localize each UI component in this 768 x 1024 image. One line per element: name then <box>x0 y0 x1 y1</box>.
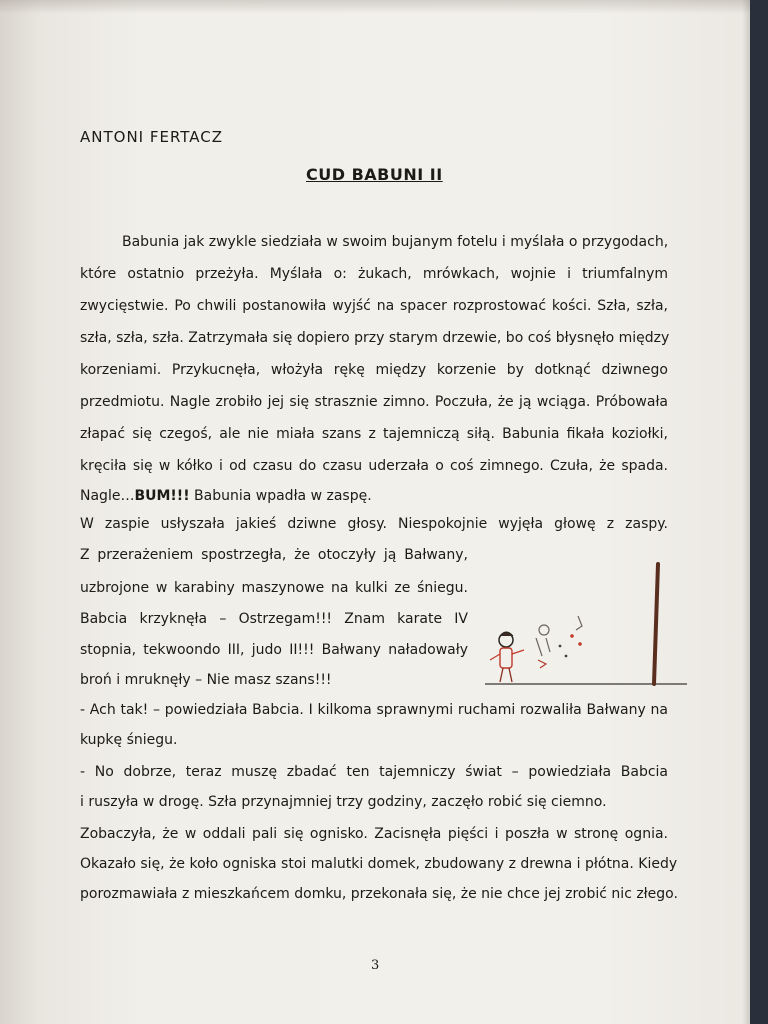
paragraph-line-nagle <box>80 486 668 506</box>
paragraph-line: i ruszyła w drogę. Szła przynajmniej trzy godziny, zaczęło robić się ciemno. <box>80 794 607 810</box>
paragraph-line: - Ach tak! – powiedziała Babcia. I kilkoma sprawnymi ruchami rozwaliła Bałwany na <box>80 702 668 718</box>
paragraph-line: Okazało się, że koło ogniska stoi malutki domek, zbudowany z drewna i płótna. Kiedy <box>80 856 678 872</box>
paragraph-line: porozmawiała z mieszkańcem domku, przekonała się, że nie chce jej zrobić nic złego. <box>80 886 678 902</box>
paragraph-line: W zaspie usłyszała jakieś dziwne głosy. Niespokojnie wyjęła głowę z zaspy. <box>80 516 668 532</box>
paragraph-line: - No dobrze, teraz muszę zbadać ten tajemniczy świat – powiedziała Babcia <box>80 764 668 780</box>
paragraph-line: Babcia krzyknęła – Ostrzegam!!! Znam karate IV <box>80 611 468 627</box>
paragraph-line: stopnia, tekwoondo III, judo II!!! Bałwany naładowały <box>80 642 468 658</box>
author-name: ANTONI FERTACZ <box>80 128 224 146</box>
paragraph-line: kupkę śniegu. <box>80 732 178 748</box>
child-drawing-illustration <box>480 560 690 690</box>
drawing-snowman-debris <box>538 660 546 668</box>
drawing-figure-body <box>500 648 512 668</box>
paragraph-line: złapać się czegoś, ale nie miała szans z tajemniczą siłą. Babunia fikała koziołki, <box>80 426 668 442</box>
page-edge-shadow <box>742 0 750 1024</box>
paragraph-line: kręciła się w kółko i od czasu do czasu uderzała o coś zimnego. Czuła, że spada. <box>80 458 668 474</box>
paragraph-line: zwycięstwie. Po chwili postanowiła wyjść na spacer rozprostować kości. Szła, szła, <box>80 298 668 314</box>
page-top-shade <box>0 0 750 14</box>
story-title: CUD BABUNI II <box>306 165 443 184</box>
paragraph-line: Z przerażeniem spostrzegła, że otoczyły ją Bałwany, <box>80 547 468 563</box>
paragraph-line: które ostatnio przeżyła. Myślała o: żukach, mrówkach, wojnie i triumfalnym <box>80 266 668 282</box>
paragraph-line: przedmiotu. Nagle zrobiło jej się strasznie zimno. Poczuła, że ją wciąga. Próbowała <box>80 394 668 410</box>
drawing-snowman-arm <box>576 616 582 630</box>
drawing-snow-dot <box>570 634 574 638</box>
paragraph-line: Zobaczyła, że w oddali pali się ognisko. Zacisnęła pięści i poszła w stronę ognia. <box>80 826 668 842</box>
drawing-snowman-body <box>536 638 550 656</box>
drawing-figure-arm-right <box>512 650 524 654</box>
nagle-rest-text: Babunia wpadła w zaspę. <box>189 488 372 504</box>
drawing-figure-leg-left <box>500 668 503 682</box>
drawing-figure-arm-left <box>490 654 500 660</box>
paragraph-line: korzeniami. Przykucnęła, włożyła rękę między korzenie by dotknąć dziwnego <box>80 362 668 378</box>
paragraph-line: uzbrojone w karabiny maszynowe na kulki ze śniegu. <box>80 580 468 596</box>
paragraph-line: szła, szła, szła. Zatrzymała się dopiero przy starym drzewie, bo coś błysnęło między <box>80 330 670 346</box>
drawing-snowman-head <box>539 625 549 635</box>
paragraph-line: Babunia jak zwykle siedziała w swoim bujanym fotelu i myślała o przygodach, <box>122 234 669 250</box>
nagle-text: Nagle… <box>80 488 135 504</box>
drawing-snow-dot <box>565 655 568 658</box>
paragraph-line: broń i mruknęły – Nie masz szans!!! <box>80 672 332 688</box>
drawing-figure-hair <box>500 632 513 636</box>
drawing-snow-dot <box>559 645 562 648</box>
drawing-tree-trunk <box>654 564 658 684</box>
drawing-figure-leg-right <box>509 668 512 682</box>
bum-text: BUM!!! <box>134 488 190 504</box>
page-number: 3 <box>371 958 380 973</box>
drawing-snow-dot <box>578 642 582 646</box>
